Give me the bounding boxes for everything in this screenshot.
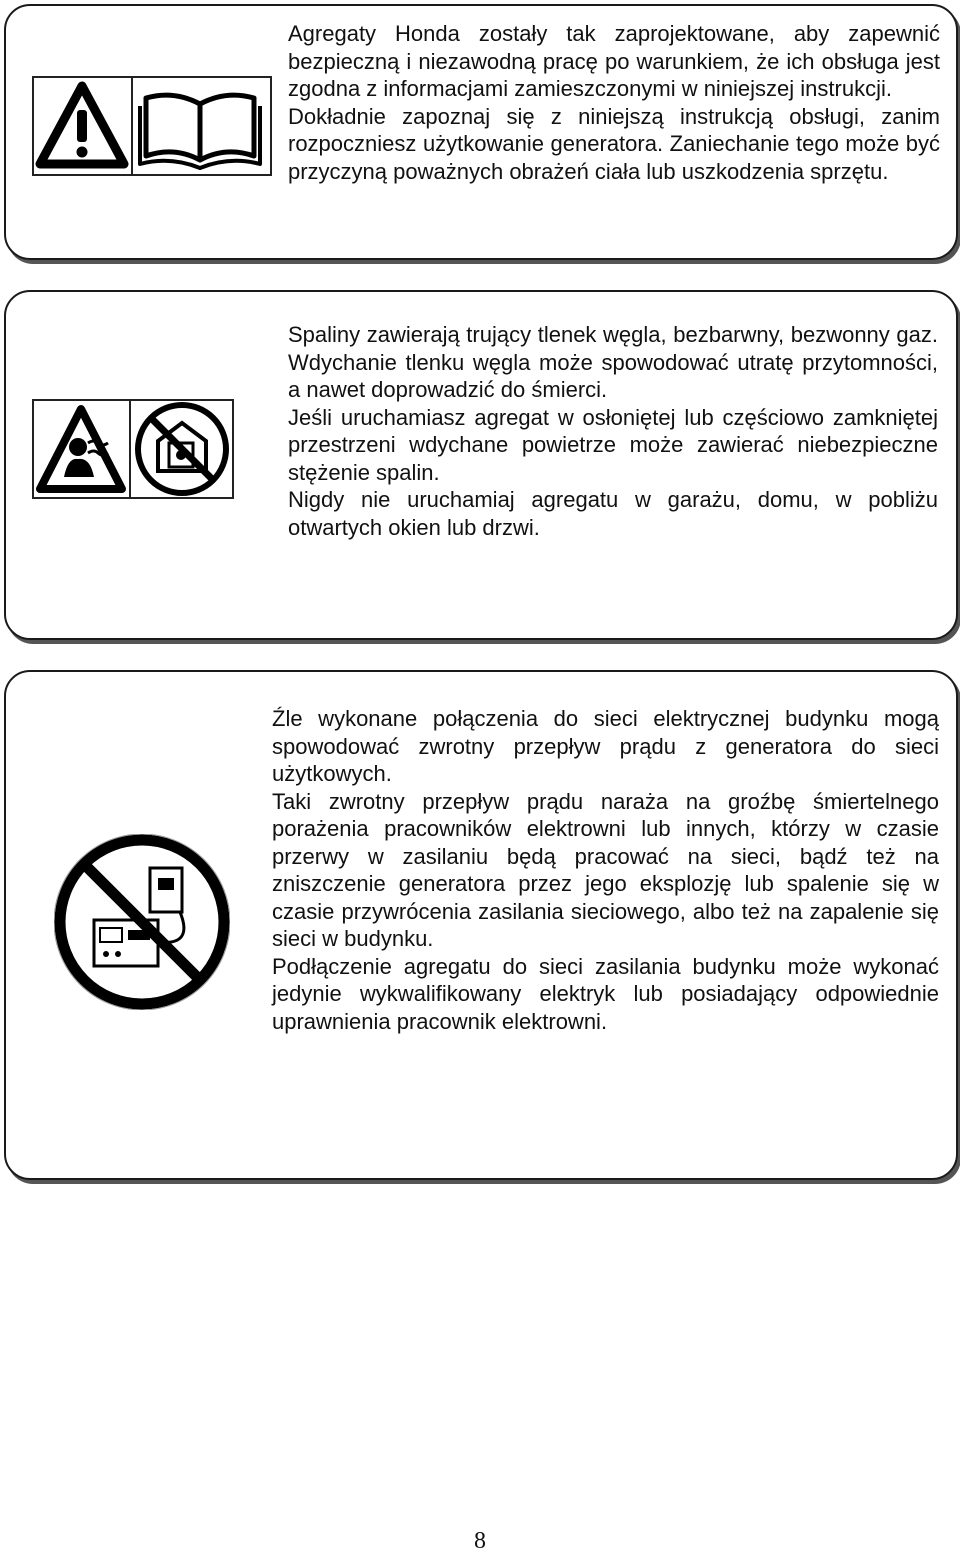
no-grid-connection-icon (54, 834, 230, 1010)
paragraph: Źle wykonane połączenia do sieci elektrycznej budynku mogą spowodować zwrotny przepływ prądu z generatora do sieci użytkowych. (272, 706, 939, 786)
paragraph: Spaliny zawierają trujący tlenek węgla, bezbarwny, bezwonny gaz. Wdychanie tlenku węgla może spowodować utratę przytomności, a nawet doprowadzić do śmierci. (288, 322, 938, 402)
paragraph: Dokładnie zapoznaj się z niniejszą instrukcją obsługi, zanim rozpoczniesz użytkowanie generatora. Zaniechanie tego może być przyczyną poważnych obrażeń ciała lub uszkodzenia sprzętu. (288, 103, 940, 184)
section-3-text (272, 705, 939, 1035)
no-indoor-use-icon (138, 405, 226, 493)
warning-manual-icons (32, 76, 272, 176)
manual-book-icon (140, 95, 260, 168)
exhaust-warning-icons (32, 399, 234, 499)
warning-triangle-icon (40, 86, 124, 164)
warning-box-exhaust (4, 290, 958, 640)
paragraph: Jeśli uruchamiasz agregat w osłoniętej lub częściowo zamkniętej przestrzeni wdychane powietrze może zawierać niebezpieczne stężenie spalin. (288, 404, 938, 485)
paragraph: Agregaty Honda zostały tak zaprojektowane, aby zapewnić bezpieczną i niezawodną pracę po warunkiem, że ich obsługa jest zgodna z informacjami zamieszczonymi w niniejszej instrukcji. (288, 21, 940, 101)
paragraph: Nigdy nie uruchamiaj agregatu w garażu, domu, w pobliżu otwartych okien lub drzwi. (288, 487, 938, 540)
section-2-text (288, 321, 938, 541)
section-1-text (288, 20, 940, 185)
toxic-gas-warning-icon (40, 409, 122, 489)
paragraph: Taki zwrotny przepływ prądu naraża na groźbę śmiertelnego porażenia pracowników elektrowni lub innych, którzy w czasie przerwy w zasilaniu będą pracować na sieci, bądź też na zniszczenie generatora przez jego eksplozję lub spalenie się w czasie przywrócenia zasilania sieciowego, albo też na zapalenie się sieci w budynku. (272, 788, 939, 951)
warning-box-manual (4, 4, 958, 260)
paragraph: Podłączenie agregatu do sieci zasilania budynku może wykonać jedynie wykwalifikowany elektryk lub posiadający odpowiednie uprawnienia pracownik elektrowni. (272, 953, 939, 1034)
page-number: 8 (474, 1528, 486, 1554)
warning-box-grid-connection (4, 670, 958, 1180)
